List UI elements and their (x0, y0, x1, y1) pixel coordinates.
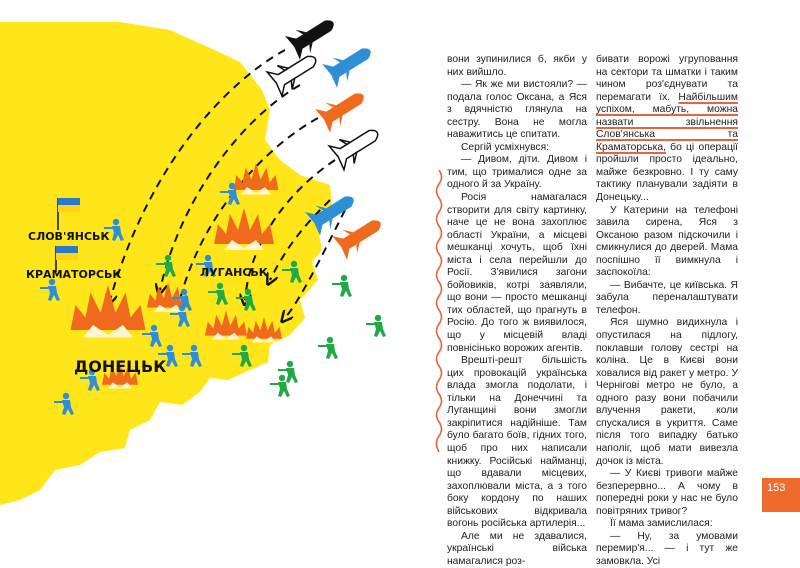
map-illustration (0, 0, 440, 512)
page-number: 153 (762, 478, 800, 512)
missile-orange (315, 84, 371, 133)
soldier-green (318, 337, 338, 359)
text-run: бивати ворожі угруповання на сектори та шматки і таким чином роз'єднувати та перемагати їх. (596, 54, 738, 103)
paragraph: вони зупинилися б, якби у них вийшло. (447, 54, 587, 78)
wavy-margin-line (432, 170, 446, 452)
paragraph: Яся шумно видихнула і опустилася на підлогу, поклавши голову сестрі на коліна. Це в Києві вони ховалися від ракет у метро. У Чернігові метро не було, а одного разу вони побачили влучення ракети, коли спускалися в укриття. Саме після того випадку батько наполіг, щоб мати вивезла дочок із міста. (596, 317, 738, 467)
missile-orange-2 (332, 211, 388, 260)
soldier-green (270, 375, 290, 397)
paragraph (596, 54, 738, 205)
paragraph: — Як же ми вистояли? — подала голос Оксана, а Яся з вдячністю глянула на сестру. Вона не могла наважитись це спитати. (447, 79, 587, 141)
label-sloviansk: СЛОВ'ЯНСЬК (28, 230, 110, 243)
label-kramatorsk: КРАМАТОРСЬК (26, 268, 122, 281)
label-donetsk: ДОНЕЦЬК (74, 357, 167, 376)
missile-blue (322, 39, 378, 88)
missile-black (285, 11, 341, 60)
paragraph: У Катерини на телефоні завила сирена, Яся з Оксаною разом підскочили і смикнулися до дверей. Мама поспішно її вимкнула і заспокоїла: (596, 204, 738, 279)
paragraph: Її мама замислилася: (610, 518, 713, 530)
paragraph: Росія намагалася створити для світу картинку, наче це не вона захоплює області України, а місцеві мешканці хочуть, щоб їхні міста і села перейшли до Росії. З'явилися загони бойовиків, котрі заявляли, що вони — просто мешканці тих областей, що прагнуть в Росію. До того ж виявилося, що у місцевій владі повнісінько ворожих агентів. (447, 192, 587, 354)
paragraph: Але ми не здавалися, українські війська намагалися роз- (447, 530, 587, 567)
text-run: бо ці операції пройшли просто ідеально, майже безкровно. І ту саму тактику планували задіяти в Донецьку... (596, 141, 738, 204)
soldier-green (366, 315, 386, 337)
paragraph: Врешті-решт більшість цих провокацій українська влада змогла подолати, і тільки на Донеччині та Луганщині вони змогли закріпитися надійніше. Там було багато боїв, гідних того, щоб про них написали книжку. Російські найманці, що вдавали місцевих, захоплювали міста, а з того боку кордону по наших військових відкривала вогонь російська артилерія... (447, 355, 587, 530)
paragraph: — Дивом, діти. Дивом і тим, що трималися одне за одного й за Україну. (447, 154, 587, 191)
paragraph: — Ну, за умовами перемир'я... — і тут же замовкла. Усі (596, 530, 738, 567)
paragraph: — Вибачте, це київська. Я забула переналаштувати телефон. (596, 279, 738, 316)
highlighted-text: Найбільшим успіхом, мабуть, можна назвати звільнення Слов'янська та Краматорська, (596, 91, 738, 153)
label-luhansk: ЛУГАНСЬК (200, 266, 268, 279)
text-column-right (596, 54, 738, 568)
text-column-left (447, 54, 587, 568)
missile-white-2 (329, 121, 385, 170)
paragraph: Сергій усміхнувся: (461, 141, 550, 153)
soldier-green (332, 275, 352, 297)
paragraph: — У Києві тривоги майже безперервно... А чому в попередні роки у нас не було повітряних тривог? (596, 468, 738, 517)
